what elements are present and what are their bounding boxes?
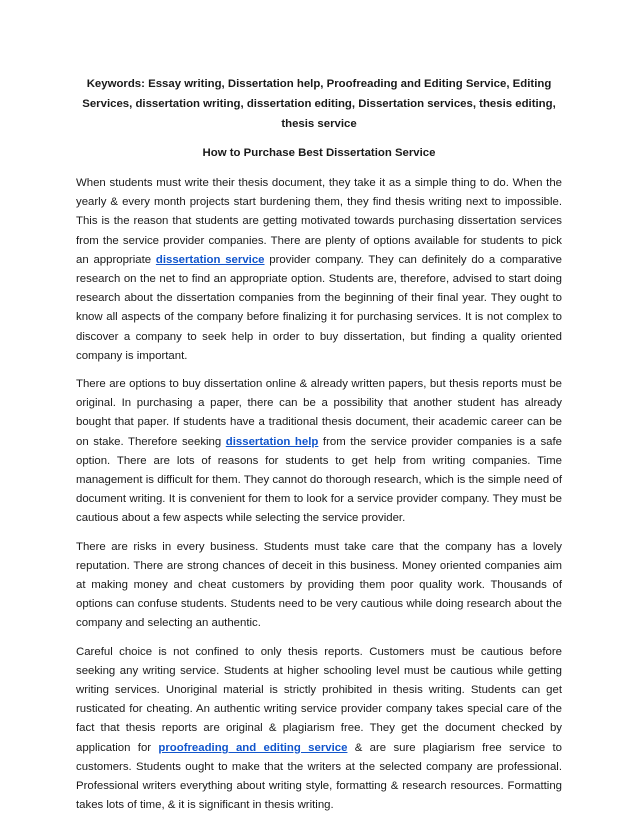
paragraph-4-text-b: & are sure plagiarism free service to customers. Students ought to make that the writers at the selected company are professional. Professional writers everything about writing style, formatting & research resources. Formatting takes lots of time, & it is significant in thesis writing. — [76, 741, 562, 812]
paragraph-3: There are risks in every business. Students must take care that the company has a lovely reputation. There are strong chances of deceit in this business. Money oriented companies aim at making money and cheat customers by providing them poor quality work. Thousands of options can confuse students. Students need to be very cautious while doing research about the company and selecting an authentic. — [76, 540, 562, 630]
paragraph-4-text-a: Careful choice is not confined to only thesis reports. Customers must be cautious before seeking any writing service. Students at higher schooling level must be cautious while getting writing services. Unoriginal material is strictly prohibited in thesis writing. Students can get rusticated for cheating. An authentic writing service provider company takes special care of the fact that thesis reports are original & plagiarism free. They get the document checked by application for — [76, 645, 562, 754]
document-title: How to Purchase Best Dissertation Service — [202, 147, 436, 159]
dissertation-service-link[interactable]: dissertation service — [155, 253, 265, 266]
dissertation-help-link[interactable]: dissertation help — [225, 435, 319, 448]
paragraph-1-text-b: provider company. They can definitely do a comparative research on the net to find an appropriate option. Students are, therefore, advised to start doing research about the dissertation companies from the beginning of their final year. They ought to know all aspects of the company before finalizing it for purchasing services. It is not complex to discover a company to seek help in order to buy dissertation, but finding a quality oriented company is important. — [76, 253, 562, 362]
paragraph-2-text-a: There are options to buy dissertation online & already written papers, but thesis reports must be original. In purchasing a paper, there can be a possibility that another student has already bought that paper. If students have a traditional thesis document, their academic career can be on stake. Therefore seeking — [76, 378, 562, 448]
paragraph-4 — [76, 643, 562, 816]
paragraph-1 — [76, 174, 562, 366]
document-page — [76, 74, 562, 825]
paragraph-2-text-b: from the service provider companies is a safe option. There are lots of reasons for students to get help from writing companies. Time management is difficult for them. They cannot do thorough research, which is the simple need of document writing. It is convenient for them to look for a service provider company. They must be cautious about a few aspects while selecting the service provider. — [76, 435, 562, 525]
keywords-line: Keywords: Essay writing, Dissertation help, Proofreading and Editing Service, Editing Services, dissertation writing, dissertation editing, Dissertation services, thesis editing, thesis service — [82, 78, 556, 130]
paragraph-2 — [76, 375, 562, 529]
proofreading-editing-service-link[interactable]: proofreading and editing service — [158, 741, 348, 754]
paragraph-1-text-a: When students must write their thesis document, they take it as a simple thing to do. When the yearly & every month projects start burdening them, they find thesis writing next to impossible. This is the reason that students are getting motivated towards purchasing dissertation services from the service provider companies. There are plenty of options available for students to pick an appropriate — [76, 177, 562, 266]
